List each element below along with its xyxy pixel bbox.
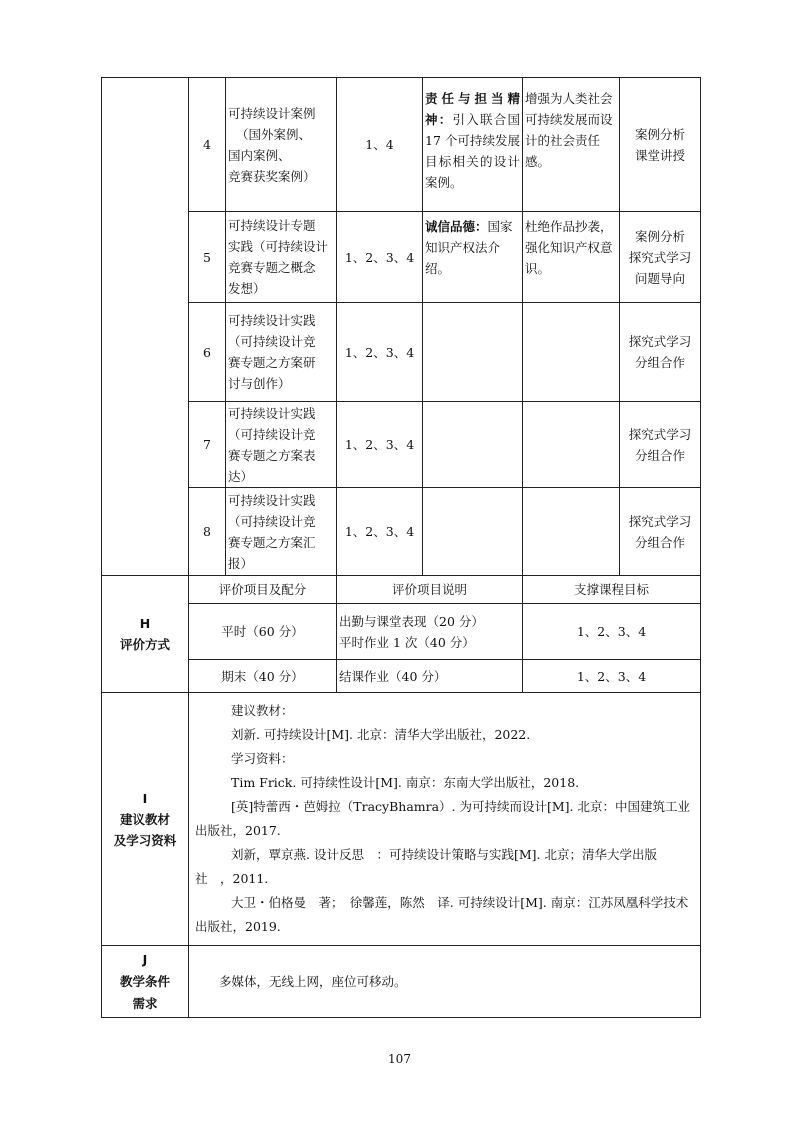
ideology-effect: 增强为人类社会可持续发展而设计的社会责任感。 [523,78,620,212]
session-number: 4 [189,78,226,212]
conditions-label: J 教学条件 需求 [102,946,189,1018]
course-syllabus-table [101,77,701,1018]
teaching-method: 探究式学习 分组合作 [620,488,701,576]
session-title: 可持续设计实践 （可持续设计竞 赛专题之方案汇 报） [226,488,337,576]
textbook-heading: 建议教材： [231,703,294,718]
session-title: 可持续设计专题 实践（可持续设计 竞赛专题之概念 发想） [226,212,337,303]
ideology-element: 责任与担当精神：引入联合国 17 个可持续发展目标相关的设计案例。 [423,78,523,212]
ideology-element [423,488,523,576]
evaluation-row [102,604,701,660]
ideology-element: 诚信品德：国家知识产权法介绍。 [423,212,523,303]
reference-entry: [英]特蕾西・芭姆拉（TracyBhamra）. 为可持续而设计[M]. 北京：中国建筑工业出版社，2017. [195,799,690,838]
session-row [102,303,701,402]
reference-entry: 大卫・伯格曼 著； 徐馨莲，陈然 译. 可持续设计[M]. 南京：江苏凤凰科学技术出版社，2019. [195,895,689,934]
teaching-method: 探究式学习 分组合作 [620,402,701,488]
session-number: 8 [189,488,226,576]
session-title: 可持续设计实践 （可持续设计竞 赛专题之方案表 达） [226,402,337,488]
session-title: 可持续设计实践 （可持续设计竞 赛专题之方案研 讨与创作） [226,303,337,402]
conditions-row [102,946,701,1018]
ideology-effect [523,488,620,576]
session-goals: 1、4 [337,78,423,212]
section-g-label-cell [102,78,189,576]
session-title: 可持续设计案例 （国外案例、 国内案例、 竞赛获奖案例） [226,78,337,212]
evaluation-row [102,660,701,693]
evaluation-header-desc: 评价项目说明 [337,576,523,604]
ideology-effect: 杜绝作品抄袭，强化知识产权意识。 [523,212,620,303]
session-row [102,78,701,212]
references-heading: 学习资料： [231,751,294,766]
teaching-method: 案例分析 探究式学习 问题导向 [620,212,701,303]
teaching-method: 探究式学习 分组合作 [620,303,701,402]
materials-label: I 建议教材 及学习资料 [102,693,189,946]
conditions-text: 多媒体，无线上网，座位可移动。 [189,946,701,1018]
ideology-effect [523,402,620,488]
session-row [102,212,701,303]
textbook-entry: 刘新. 可持续设计[M]. 北京：清华大学出版社，2022. [231,727,531,742]
session-number: 5 [189,212,226,303]
evaluation-header-item: 评价项目及配分 [189,576,337,604]
teaching-method: 案例分析 课堂讲授 [620,78,701,212]
session-row [102,488,701,576]
ideology-element [423,402,523,488]
session-number: 7 [189,402,226,488]
evaluation-item: 期末（40 分） [189,660,337,693]
evaluation-desc: 出勤与课堂表现（20 分） 平时作业 1 次（40 分） [337,604,523,660]
ideology-effect [523,303,620,402]
evaluation-item: 平时（60 分） [189,604,337,660]
evaluation-header-goals: 支撑课程目标 [523,576,701,604]
ideology-element [423,303,523,402]
evaluation-desc: 结课作业（40 分） [337,660,523,693]
session-goals: 1、2、3、4 [337,212,423,303]
evaluation-goals: 1、2、3、4 [523,604,701,660]
materials-content [189,693,701,946]
session-goals: 1、2、3、4 [337,402,423,488]
materials-row [102,693,701,946]
session-number: 6 [189,303,226,402]
session-goals: 1、2、3、4 [337,488,423,576]
page-number: 107 [388,1052,411,1066]
reference-entry: 刘新，覃京燕. 设计反思 ：可持续设计策略与实践[M]. 北京；清华大学出版社 ，2011. [195,847,657,886]
evaluation-header-row [102,576,701,604]
evaluation-goals: 1、2、3、4 [523,660,701,693]
reference-entry: Tim Frick. 可持续性设计[M]. 南京：东南大学出版社，2018. [231,775,580,790]
session-goals: 1、2、3、4 [337,303,423,402]
evaluation-label: H 评价方式 [102,576,189,693]
session-row [102,402,701,488]
